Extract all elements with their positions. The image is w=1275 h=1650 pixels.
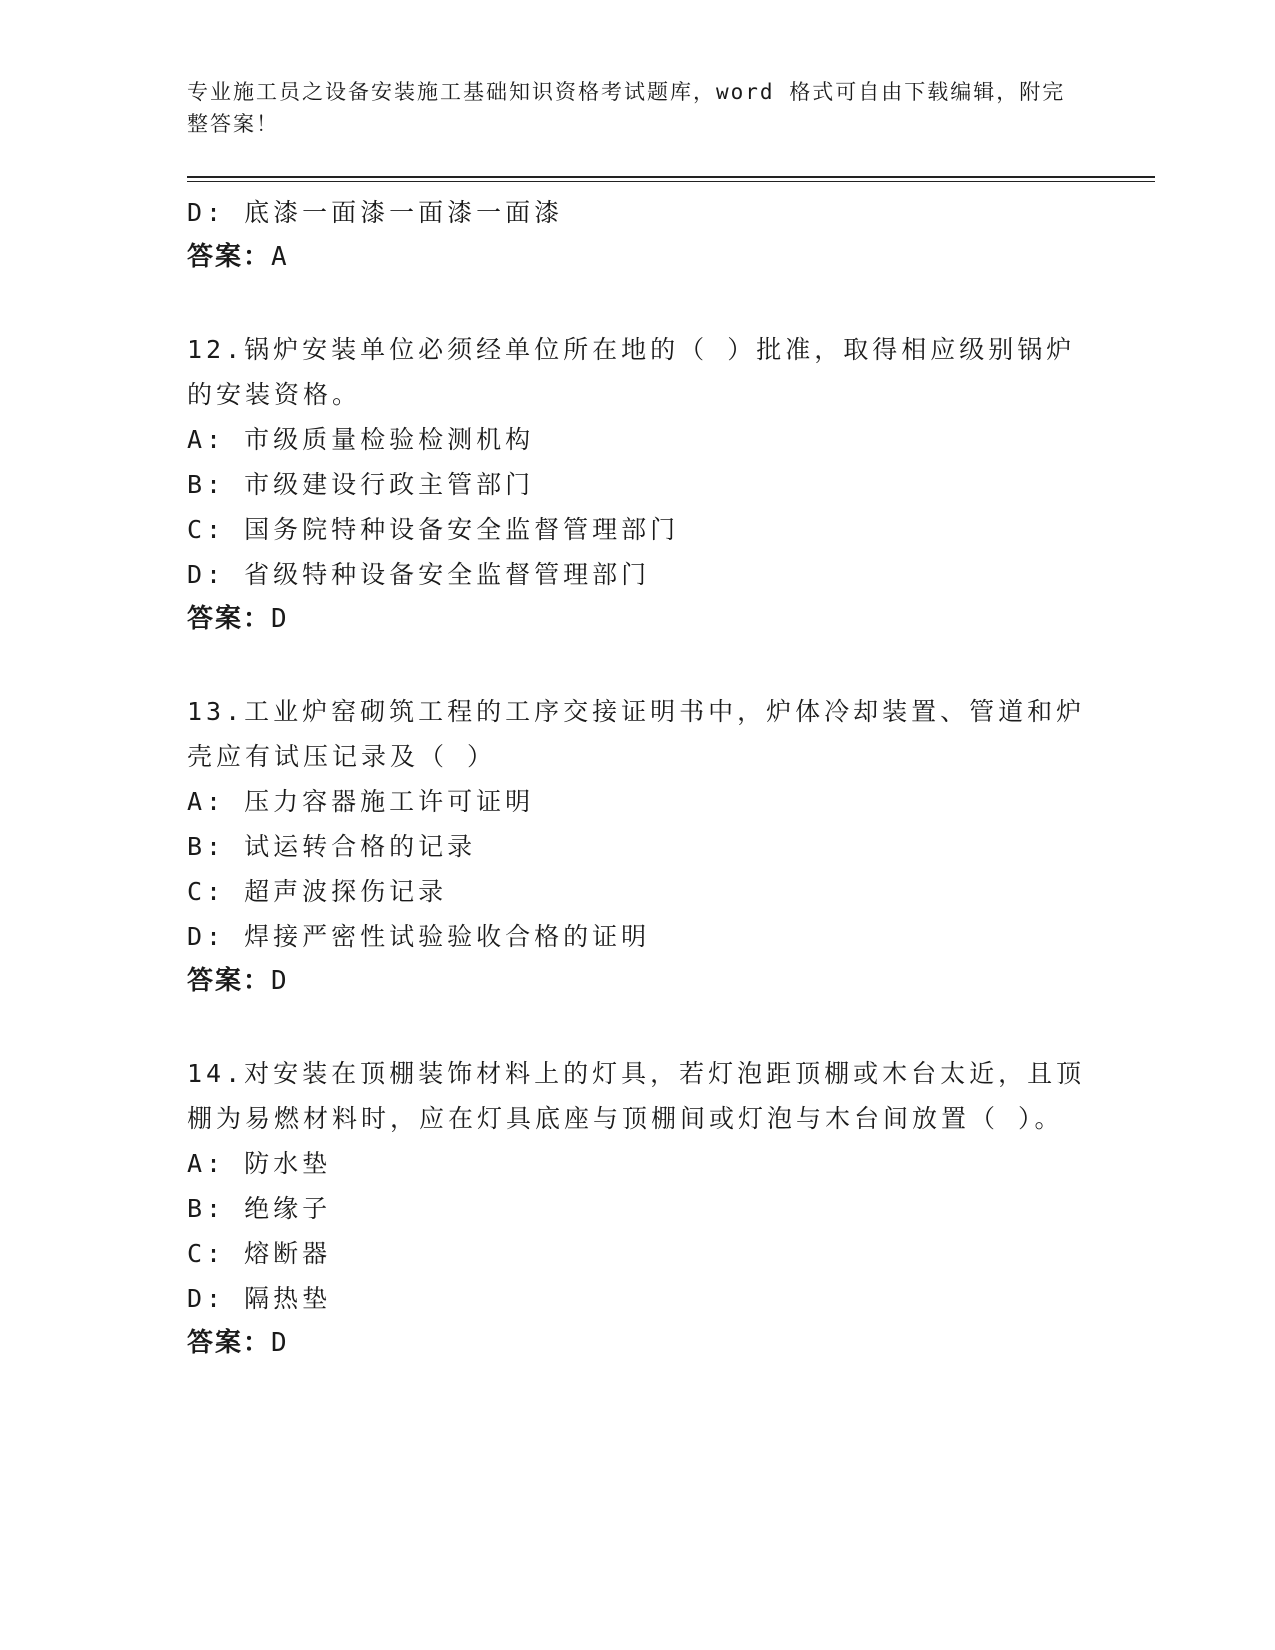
question-list	[187, 190, 1087, 1366]
option-d: D: 省级特种设备安全监督管理部门	[187, 560, 651, 589]
answer	[187, 959, 1087, 1004]
option-b: B: 绝缘子	[187, 1194, 332, 1223]
answer-value: A	[271, 242, 289, 272]
option-b: B: 试运转合格的记录	[187, 832, 477, 861]
question-12	[187, 327, 1087, 642]
answer-value: D	[271, 966, 289, 996]
question-text-line1: 12.锅炉安装单位必须经单位所在地的（ ）批准，取得相应级别锅炉	[187, 335, 1076, 364]
answer	[187, 1321, 1087, 1366]
answer-label: 答案：	[187, 1328, 272, 1358]
header-rule-thick	[187, 176, 1155, 178]
prev-answer	[187, 235, 1087, 280]
question-text-line2: 棚为易燃材料时，应在灯具底座与顶棚间或灯泡与木台间放置（ ）。	[187, 1104, 1064, 1133]
answer	[187, 597, 1087, 642]
page-header	[187, 76, 1067, 140]
answer-label: 答案：	[187, 242, 272, 272]
option-a: A: 压力容器施工许可证明	[187, 787, 535, 816]
prev-option-d: D: 底漆一面漆一面漆一面漆	[187, 198, 564, 227]
header-rule-thin	[187, 181, 1155, 182]
answer-value: D	[271, 604, 289, 634]
option-d: D: 隔热垫	[187, 1284, 332, 1313]
option-c: C: 国务院特种设备安全监督管理部门	[187, 515, 680, 544]
option-c: C: 超声波探伤记录	[187, 877, 448, 906]
answer-value: D	[271, 1328, 289, 1358]
answer-label: 答案：	[187, 966, 272, 996]
option-c: C: 熔断器	[187, 1239, 332, 1268]
option-a: A: 市级质量检验检测机构	[187, 425, 535, 454]
question-13	[187, 689, 1087, 1004]
question-text-line1: 14.对安装在顶棚装饰材料上的灯具，若灯泡距顶棚或木台太近，且顶	[187, 1059, 1086, 1088]
option-d: D: 焊接严密性试验验收合格的证明	[187, 922, 651, 951]
question-14	[187, 1051, 1087, 1366]
option-b: B: 市级建设行政主管部门	[187, 470, 535, 499]
question-text-line2: 壳应有试压记录及（ ）	[187, 742, 497, 771]
header-text: 专业施工员之设备安装施工基础知识资格考试题库，word 格式可自由下载编辑，附完整答案！	[187, 80, 1066, 136]
answer-label: 答案：	[187, 604, 272, 634]
question-text-line1: 13.工业炉窑砌筑工程的工序交接证明书中，炉体冷却装置、管道和炉	[187, 697, 1086, 726]
option-a: A: 防水垫	[187, 1149, 332, 1178]
question-text-line2: 的安装资格。	[187, 380, 362, 409]
